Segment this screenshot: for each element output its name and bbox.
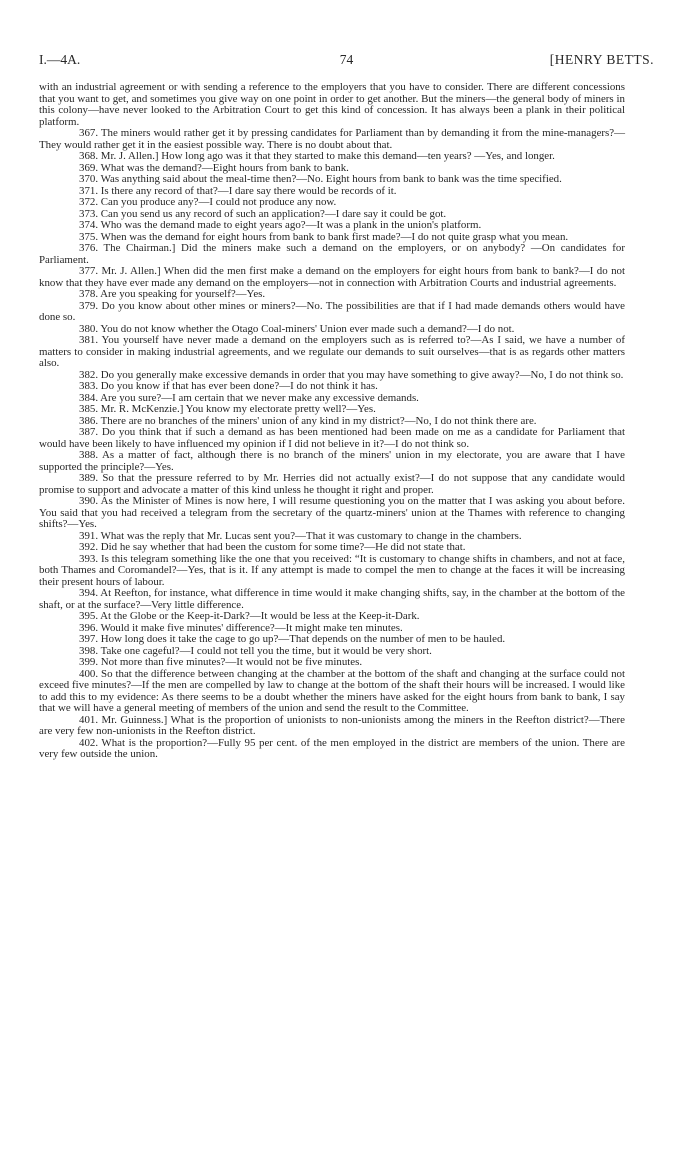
question-384: 384. Are you sure?—I am certain that we never make any excessive demands. — [79, 391, 419, 404]
question-377: 377. Mr. J. Allen.] When did the men first make a demand on the employers for eight hours from bank to bank?—I do not know that they have ever made any demand on the employers—not in connection with Arbitration Courts and industrial agreements. — [39, 265, 625, 289]
page-header — [39, 52, 654, 68]
question-400: 400. So that the difference between changing at the chamber at the bottom of the shaft and changing at the surface could not exceed five minutes?—If the men are compelled by law to change at the bottom of the shaft their hours will be increased. I would like to add this to my evidence: As there seems to be a doubt whether the miners have asked for the eight hours from bank to bank, I say that we will have a general meeting of members of the union and send the result to the Committee. — [39, 667, 625, 714]
witness-name: [HENRY BETTS. — [549, 52, 654, 67]
question-394: 394. At Reefton, for instance, what difference in time would it make changing shifts, say, in the chamber at the bottom of the shaft, or at the surface?—Very little difference. — [39, 587, 625, 611]
question-376: 376. The Chairman.] Did the miners make such a demand on the employers, or on anybody? —On candidates for Parliament. — [39, 242, 625, 266]
question-382: 382. Do you generally make excessive demands in order that you may have something to give away?—No, I do not think so. — [79, 368, 624, 381]
question-393: 393. Is this telegram something like the one that you received: “It is customary to change shifts in chambers, and not at face, both Thames and Coromandel?—Yes, that is it. If any attempt is made to compel the men to change at the faces it will be increasing their present hours of labour. — [39, 552, 625, 588]
question-390: 390. As the Minister of Mines is now here, I will resume questioning you on the matter that I was asking you about before. You said that you had received a telegram from the secretary of the quartz-miners' union at the Thames with reference to changing shifts?—Yes. — [39, 495, 625, 530]
question-372: 372. Can you produce any?—I could not produce any now. — [79, 196, 337, 208]
question-392: 392. Did he say whether that had been the custom for some time?—He did not state that. — [79, 541, 466, 553]
question-371: 371. Is there any record of that?—I dare say there would be records of it. — [79, 184, 397, 197]
question-369: 369. What was the demand?—Eight hours from bank to bank. — [79, 161, 349, 174]
question-373: 373. Can you send us any record of such an application?—I dare say it could be got. — [79, 207, 447, 220]
question-378: 378. Are you speaking for yourself?—Yes. — [79, 288, 266, 300]
question-386: 386. There are no branches of the miners' union of any kind in my district?—No, I do not think there are. — [79, 414, 537, 427]
question-389: 389. So that the pressure referred to by Mr. Herries did not actually exist?—I do not suppose that any candidate would promise to support and advocate a matter of this kind unless he thought it right and proper. — [39, 472, 625, 496]
question-396: 396. Would it make five minutes' difference?—It might make ten minutes. — [79, 621, 403, 634]
document-reference: I.—4A. — [39, 52, 81, 67]
question-375: 375. When was the demand for eight hours from bank to bank first made?—I do not quite grasp what you mean. — [79, 230, 569, 243]
question-402: 402. What is the proportion?—Fully 95 per cent. of the men employed in the district are members of the union. There are very few outside the union. — [39, 736, 625, 760]
question-380: 380. You do not know whether the Otago Coal-miners' Union ever made such a demand?—I do not. — [79, 322, 515, 335]
question-381: 381. You yourself have never made a demand on the employers such as is referred to?—As I said, we have a number of matters to consider in making industrial agreements, and we regulate our demands to suit ourselves—that is as regards other matters also. — [39, 334, 625, 369]
page-number: 74 — [339, 52, 354, 67]
question-401: 401. Mr. Guinness.] What is the proportion of unionists to non-unionists among the miners in the Reefton district?—There are very few non-unionists in the Reefton district. — [39, 713, 625, 737]
question-367: 367. The miners would rather get it by pressing candidates for Parliament than by demanding it from the mine-managers?—They would rather get it in the easiest possible way. There is no doubt about that. — [39, 127, 625, 151]
question-368: 368. Mr. J. Allen.] How long ago was it that they started to make this demand—ten years? —Yes, and longer. — [79, 150, 555, 162]
question-385: 385. Mr. R. McKenzie.] You know my electorate pretty well?—Yes. — [79, 403, 376, 415]
question-398: 398. Take one cageful?—I could not tell you the time, but it would be very short. — [79, 644, 432, 657]
question-399: 399. Not more than five minutes?—It would not be five minutes. — [79, 656, 363, 668]
question-388: 388. As a matter of fact, although there is no branch of the miners' union in my electorate, you are aware that I have supported the principle?—Yes. — [39, 449, 625, 473]
question-395: 395. At the Globe or the Keep-it-Dark?—It would be less at the Keep-it-Dark. — [79, 610, 420, 622]
paragraph-continuation: with an industrial agreement or with sending a reference to the employers that you have to consider. There are different concessions that you want to get, and sometimes you give way on one point in order to get another. But the miners—the general body of miners in this colony—have never looked to the Arbitration Court to get this kind of concession. It has always been a plank in their political platform. — [39, 81, 625, 128]
question-383: 383. Do you know if that has ever been done?—I do not think it has. — [79, 380, 378, 392]
question-379: 379. Do you know about other mines or miners?—No. The possibilities are that if I had made demands others would have done so. — [39, 299, 625, 323]
question-374: 374. Who was the demand made to eight years ago?—It was a plank in the union's platform. — [79, 219, 482, 231]
question-391: 391. What was the reply that Mr. Lucas sent you?—That it was customary to change in the chambers. — [79, 529, 522, 542]
question-370: 370. Was anything said about the meal-time then?—No. Eight hours from bank to bank was the time specified. — [79, 173, 562, 185]
question-397: 397. How long does it take the cage to go up?—That depends on the number of men to be hauled. — [79, 633, 506, 645]
testimony-body — [39, 82, 625, 761]
question-387: 387. Do you think that if such a demand as has been mentioned had been made on me as a candidate for Parliament that would have been likely to have influenced my opinion if I did not believe in it?—I do not think so. — [39, 426, 625, 450]
